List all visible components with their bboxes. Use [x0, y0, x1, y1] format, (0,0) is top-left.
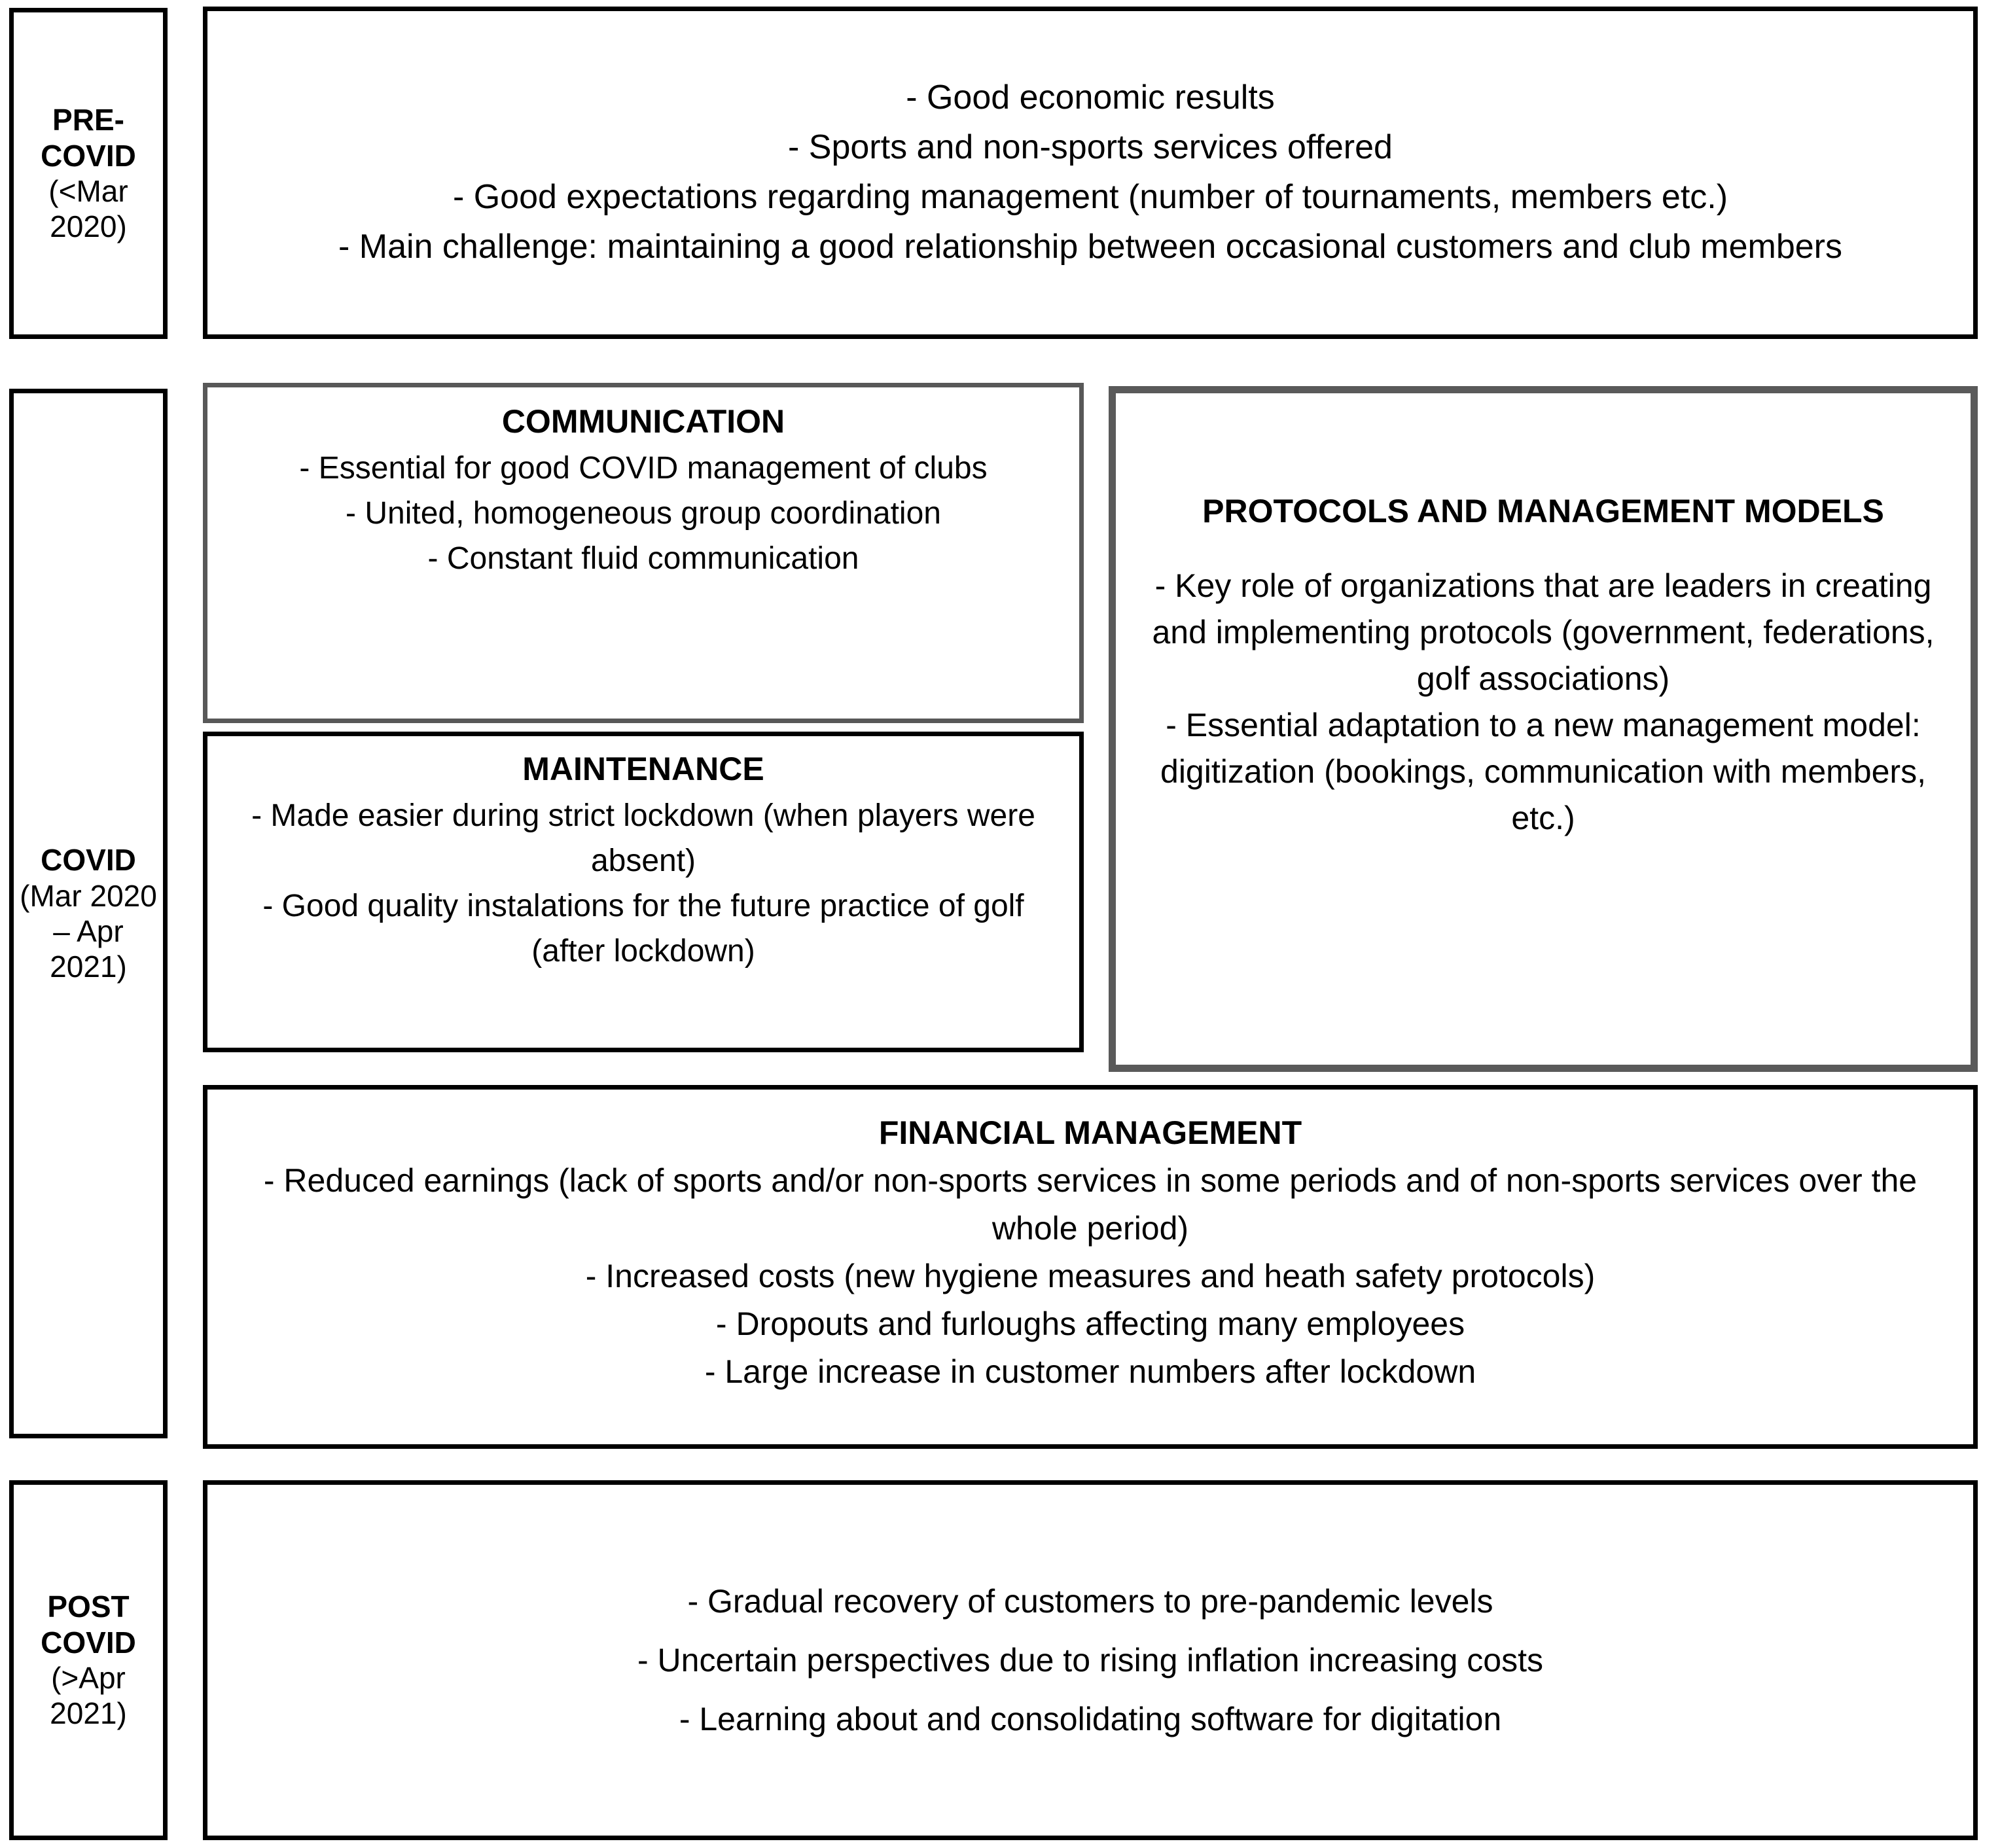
period-range-post-covid: (>Apr 2021) [50, 1661, 127, 1731]
bullet-item: - Sports and non-sports services offered [788, 128, 1393, 167]
period-range-pre-covid: (<Mar 2020) [48, 174, 128, 244]
period-title-post-covid: POST COVID [41, 1590, 136, 1660]
period-title-covid: COVID [41, 843, 136, 878]
communication-bullet-list [207, 446, 1079, 581]
bullet-item: - Made easier during strict lockdown (when players were absent) [251, 798, 1035, 879]
protocols-card-title: PROTOCOLS AND MANAGEMENT MODELS [1202, 493, 1884, 529]
period-range-covid: (Mar 2020 – Apr 2021) [20, 878, 157, 984]
pre-covid-content-box [203, 7, 1978, 339]
bullet-item: - Reduced earnings (lack of sports and/or non-sports services in some periods and of non-sports services over the whole period) [263, 1162, 1918, 1247]
bullet-item: - Gradual recovery of customers to pre-pandemic levels [687, 1583, 1493, 1620]
bullet-item: - Key role of organizations that are leaders in creating and implementing protocols (government, federations, golf associations) [1152, 567, 1935, 697]
period-label-text-post-covid [14, 1589, 163, 1731]
bullet-item: - Essential for good COVID management of clubs [299, 451, 988, 486]
period-label-pre-covid [9, 8, 168, 339]
bullet-item: - Large increase in customer numbers after lockdown [704, 1353, 1476, 1390]
bullet-item: - Good expectations regarding management (number of tournaments, members etc.) [452, 178, 1728, 216]
period-label-text-pre-covid [14, 102, 163, 244]
maintenance-bullet-list [207, 793, 1079, 974]
period-label-post-covid [9, 1480, 168, 1840]
communication-card-title: COMMUNICATION [501, 403, 785, 440]
maintenance-card [203, 732, 1084, 1052]
bullet-item: - Main challenge: maintaining a good relationship between occasional customers and club members [338, 227, 1842, 266]
bullet-item: - Increased costs (new hygiene measures and heath safety protocols) [585, 1258, 1596, 1294]
communication-card [203, 383, 1084, 723]
financial-management-card-title: FINANCIAL MANAGEMENT [878, 1114, 1302, 1151]
bullet-item: - Dropouts and furloughs affecting many employees [715, 1306, 1465, 1342]
bullet-item: - Constant fluid communication [427, 541, 859, 577]
bullet-item: - United, homogeneous group coordination [346, 496, 941, 531]
bullet-item: - Good economic results [906, 79, 1275, 117]
post-covid-content-box [203, 1480, 1978, 1840]
post-covid-bullet-list [207, 1572, 1973, 1749]
bullet-item: - Good quality instalations for the future practice of golf (after lockdown) [262, 889, 1024, 969]
bullet-item: - Essential adaptation to a new management model: digitization (bookings, communication with members, etc.) [1160, 707, 1926, 836]
bullet-item: - Learning about and consolidating software for digitation [679, 1701, 1502, 1737]
protocols-card [1109, 386, 1978, 1072]
financial-management-card [203, 1085, 1978, 1449]
protocols-bullet-list [1116, 563, 1971, 842]
period-title-pre-covid: PRE-COVID [41, 103, 136, 173]
financial-bullet-list [207, 1157, 1973, 1396]
period-label-text-covid [14, 842, 163, 984]
pre-covid-bullet-list [207, 73, 1973, 272]
period-label-covid [9, 389, 168, 1438]
maintenance-card-title: MAINTENANCE [522, 751, 764, 787]
bullet-item: - Uncertain perspectives due to rising inflation increasing costs [637, 1642, 1543, 1679]
